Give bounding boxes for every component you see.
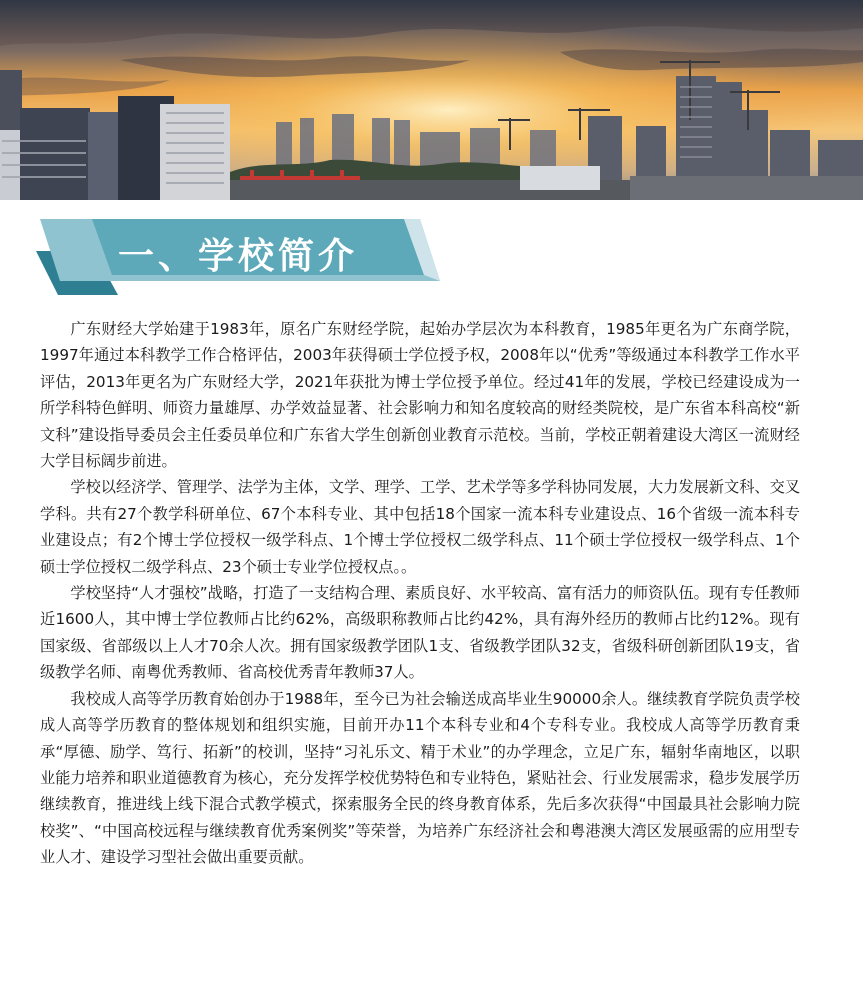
paragraph-adult-education: 我校成人高等学历教育始创办于1988年，至今已为社会输送成高毕业生90000余人。继续教育学院负责学校成人高等学历教育的整体规划和组织实施，目前开办11个本科专业和4个专科专业。我校成人高等学历教育秉承“厚德、励学、笃行、拓新”的校训，坚持“习礼乐文、精于术业”的办学理念，立足广东，辐射华南地区，以职业能力培养和职业道德教育为核心，充分发挥学校优势特色和专业特色，紧贴社会、行业发展需求，稳步发展学历继续教育，推进线上线下混合式教学模式，探索服务全民的终身教育体系，先后多次获得“中国最具社会影响力院校奖”、“中国高校远程与继续教育优秀案例奖”等荣誉，为培养广东经济社会和粤港澳大湾区发展亟需的应用型专业人才、建设学习型社会做出重要贡献。 — [40, 689, 800, 867]
paragraph-faculty: 学校坚持“人才强校”战略，打造了一支结构合理、素质良好、水平较高、富有活力的师资队伍。现有专任教师近1600人，其中博士学位教师占比约62%，高级职称教师占比约42%，具有海外经历的教师占比约12%。现有国家级、省部级以上人才70余人次。拥有国家级教学团队1支、省级教学团队32支，省级科研创新团队19支，省级教学名师、南粤优秀教师、省高校优秀青年教师37人。 — [40, 584, 800, 682]
hero-city-skyline-image — [0, 0, 863, 200]
paragraph-history: 广东财经大学始建于1983年，原名广东财经学院，起始办学层次为本科教育，1985年更名为广东商学院，1997年通过本科教学工作合格评估，2003年获得硕士学位授予权，2008年以“优秀”等级通过本科教学工作水平评估，2013年更名为广东财经大学，2021年获批为博士学位授予单位。经过41年的发展，学校已经建设成为一所学科特色鲜明、师资力量雄厚、办学效益显著、社会影响力和知名度较高的财经类院校，是广东省本科高校“新文科”建设指导委员会主任委员单位和广东省大学生创新创业教育示范校。当前，学校正朝着建设大湾区一流财经大学目标阔步前进。 — [40, 320, 800, 471]
school-introduction-body — [40, 316, 800, 871]
paragraph-disciplines: 学校以经济学、管理学、法学为主体，文学、理学、工学、艺术学等多学科协同发展，大力发展新文科、交叉学科。共有27个教学科研单位、67个本科专业、其中包括18个国家一流本科专业建设点、16个省级一流本科专业建设点；有2个博士学位授权一级学科点、1个博士学位授权二级学科点、11个硕士学位授权一级学科点、1个硕士学位授权二级学科点、23个硕士专业学位授权点。。 — [40, 478, 800, 576]
section-title: 一、学校简介 — [118, 236, 359, 277]
